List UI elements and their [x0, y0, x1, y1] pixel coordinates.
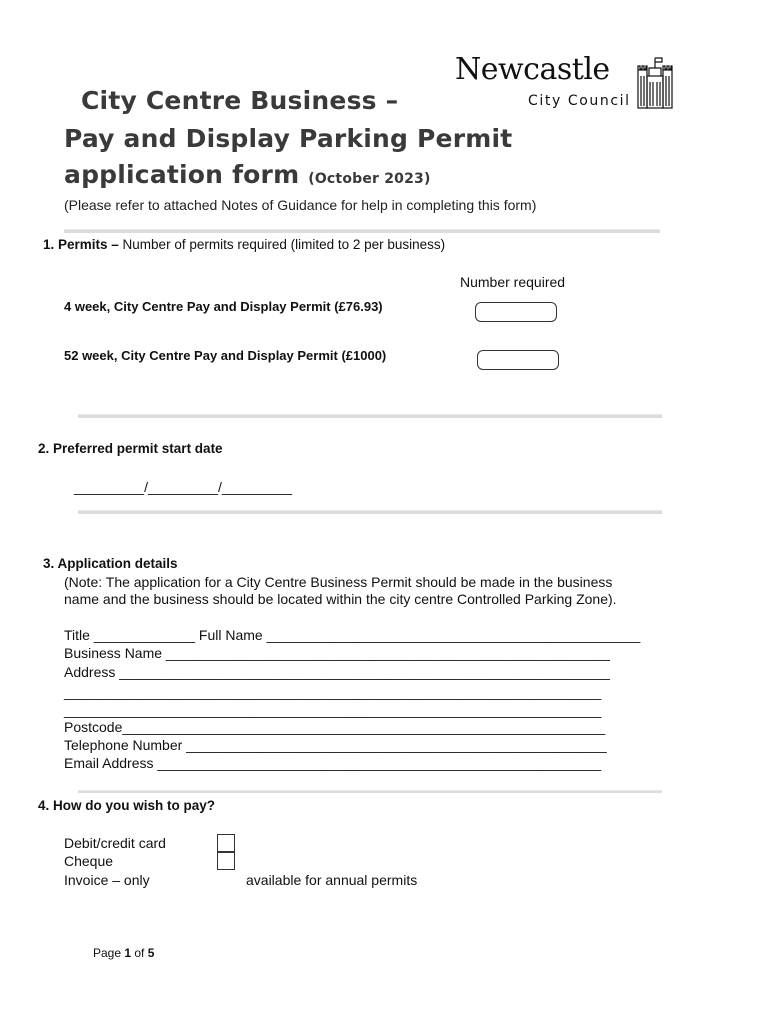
- guidance-note: (Please refer to attached Notes of Guidance for help in completing this form): [64, 197, 537, 213]
- page-total: 5: [147, 946, 155, 960]
- address-line-3-field[interactable]: _____________________________________________________________________: [64, 702, 602, 718]
- section2-heading: 2. Preferred permit start date: [38, 441, 223, 456]
- divider: [78, 790, 662, 793]
- title-main: application form: [64, 160, 300, 189]
- divider: [78, 414, 662, 418]
- divider: [64, 229, 660, 233]
- logo-subtitle: City Council: [528, 93, 631, 109]
- address-field[interactable]: Address _______________________________________________________________: [64, 664, 610, 680]
- payment-cheque-label: Cheque: [64, 853, 114, 869]
- section1-heading: [43, 237, 445, 252]
- page-current: 1: [124, 946, 132, 960]
- payment-invoice-label: Invoice – only: [64, 872, 150, 888]
- permit-52week-label: 52 week, City Centre Pay and Display Permit (£1000): [64, 348, 387, 363]
- page-of: of: [131, 946, 148, 960]
- section3-note-line2: name and the business should be located within the city centre Controlled Parking Zone).: [64, 591, 617, 607]
- business-name-field[interactable]: Business Name _________________________________________________________: [64, 645, 610, 661]
- logo-name: Newcastle: [455, 52, 610, 87]
- page-number: [93, 946, 154, 960]
- title-line-2: Pay and Display Parking Permit: [64, 124, 513, 153]
- number-required-label: Number required: [460, 274, 566, 290]
- permit-4week-label: 4 week, City Centre Pay and Display Permit (£76.93): [64, 299, 383, 314]
- permit-52week-quantity-field[interactable]: [477, 350, 559, 370]
- permit-4week-quantity-field[interactable]: [475, 302, 557, 322]
- divider: [78, 510, 662, 514]
- payment-debit-label: Debit/credit card: [64, 835, 166, 851]
- title-fullname-field[interactable]: Title _____________ Full Name ________________________________________________: [64, 627, 641, 643]
- title-line-1: City Centre Business –: [81, 86, 399, 115]
- section1-heading-text: Number of permits required (limited to 2 per business): [118, 237, 446, 252]
- address-line-2-field[interactable]: _____________________________________________________________________: [64, 684, 602, 700]
- start-date-field[interactable]: _________/_________/_________: [74, 479, 293, 495]
- postcode-field[interactable]: Postcode______________________________________________________________: [64, 719, 606, 735]
- section1-heading-bold: 1. Permits –: [43, 237, 119, 252]
- section4-heading: 4. How do you wish to pay?: [38, 798, 216, 813]
- section3-heading: 3. Application details: [43, 556, 178, 571]
- email-field[interactable]: Email Address _________________________________________________________: [64, 755, 602, 771]
- title-line-3: [64, 160, 431, 189]
- telephone-field[interactable]: Telephone Number ______________________________________________________: [64, 737, 607, 753]
- castle-icon: [636, 56, 674, 110]
- payment-cheque-checkbox[interactable]: [217, 852, 235, 870]
- section3-note-line1: (Note: The application for a City Centre Business Permit should be made in the business: [64, 574, 613, 590]
- payment-debit-checkbox[interactable]: [217, 834, 235, 852]
- title-date: (October 2023): [308, 171, 431, 187]
- page-prefix: Page: [93, 946, 125, 960]
- invoice-note: available for annual permits: [246, 872, 418, 888]
